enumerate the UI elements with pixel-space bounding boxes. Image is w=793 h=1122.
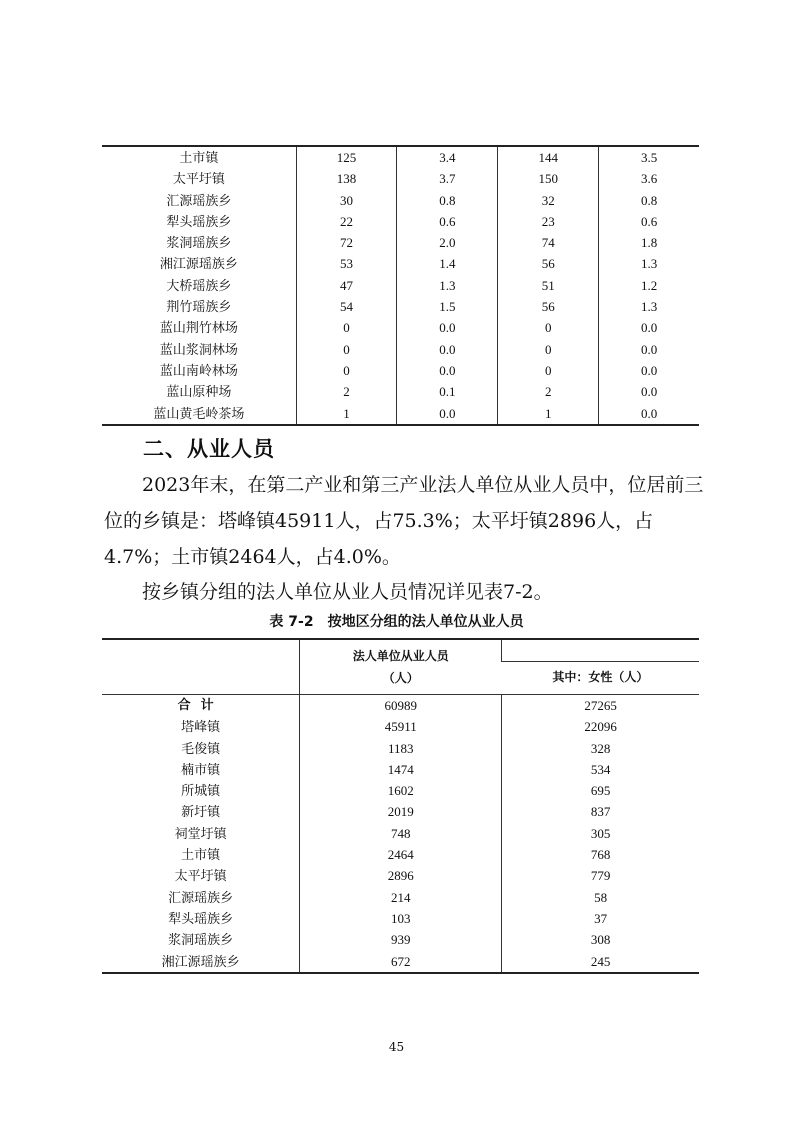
value-cell: 0 — [498, 339, 599, 360]
region-cell: 浆洞瑶族乡 — [168, 932, 234, 948]
value-cell: 534 — [502, 759, 699, 780]
page-number: 45 — [388, 1040, 405, 1054]
value-cell: 1183 — [300, 738, 502, 759]
total-row — [102, 695, 699, 717]
value-cell: 1474 — [300, 759, 502, 780]
value-cell: 0.0 — [599, 381, 699, 402]
value-cell: 0.0 — [599, 339, 699, 360]
table-row — [102, 951, 699, 973]
value-cell: 1.3 — [599, 253, 699, 274]
table-row — [102, 908, 699, 929]
value-cell: 56 — [498, 296, 599, 317]
value-cell: 2896 — [300, 865, 502, 886]
table-row — [102, 738, 699, 759]
value-cell: 74 — [498, 232, 599, 253]
value-cell: 245 — [502, 951, 699, 973]
value-cell: 0 — [296, 339, 397, 360]
value-cell: 305 — [502, 823, 699, 844]
value-cell: 47 — [296, 275, 397, 296]
region-cell: 太平圩镇 — [174, 868, 227, 884]
value-cell: 0.0 — [397, 317, 498, 338]
table-row — [102, 253, 699, 274]
table-row — [102, 339, 699, 360]
table-caption: 表 7-2 按地区分组的法人单位从业人员 — [269, 614, 524, 630]
header-employees — [300, 639, 502, 695]
value-cell: 748 — [300, 823, 502, 844]
region-cell: 蓝山荆竹林场 — [159, 320, 238, 336]
region-cell: 新圩镇 — [181, 804, 221, 820]
value-cell: 53 — [296, 253, 397, 274]
value-cell: 125 — [296, 146, 397, 168]
value-cell: 1.2 — [599, 275, 699, 296]
value-cell: 32 — [498, 190, 599, 211]
section-heading: 二、从业人员 — [143, 437, 275, 461]
value-cell: 54 — [296, 296, 397, 317]
value-cell: 0.0 — [599, 403, 699, 425]
header-female: 其中：女性（人） — [502, 662, 699, 695]
value-cell: 56 — [498, 253, 599, 274]
value-cell: 103 — [300, 908, 502, 929]
value-cell: 0.0 — [397, 339, 498, 360]
region-cell: 大桥瑶族乡 — [166, 277, 232, 293]
value-cell: 0.0 — [397, 403, 498, 425]
value-cell: 1 — [296, 403, 397, 425]
region-cell: 汇源瑶族乡 — [168, 889, 234, 905]
region-cell: 塔峰镇 — [181, 719, 221, 735]
value-cell: 1.3 — [599, 296, 699, 317]
table-row — [102, 759, 699, 780]
region-cell: 浆洞瑶族乡 — [166, 235, 232, 251]
value-cell: 144 — [498, 146, 599, 168]
value-cell: 1.5 — [397, 296, 498, 317]
value-cell: 0.0 — [397, 360, 498, 381]
value-cell: 2019 — [300, 801, 502, 822]
paragraph-reference: 按乡镇分组的法人单位从业人员情况详见表7-2。 — [142, 581, 553, 603]
value-cell: 672 — [300, 951, 502, 973]
value-cell: 60989 — [300, 695, 502, 717]
region-cell: 合计 — [177, 698, 224, 713]
value-cell: 2464 — [300, 844, 502, 865]
value-cell: 3.4 — [397, 146, 498, 168]
value-cell: 1.3 — [397, 275, 498, 296]
region-cell: 蓝山南岭林场 — [159, 362, 238, 378]
table-row — [102, 823, 699, 844]
value-cell: 2 — [498, 381, 599, 402]
region-cell: 楠市镇 — [181, 761, 221, 777]
region-cell: 蓝山黄毛岭茶场 — [153, 405, 245, 421]
table-row — [102, 929, 699, 950]
value-cell: 0 — [498, 360, 599, 381]
region-cell: 汇源瑶族乡 — [166, 192, 232, 208]
region-cell: 荆竹瑶族乡 — [166, 299, 232, 315]
value-cell: 138 — [296, 168, 397, 189]
table-row — [102, 381, 699, 402]
value-cell: 779 — [502, 865, 699, 886]
value-cell: 1 — [498, 403, 599, 425]
value-cell: 695 — [502, 780, 699, 801]
value-cell: 768 — [502, 844, 699, 865]
value-cell: 1.8 — [599, 232, 699, 253]
value-cell: 0.0 — [599, 317, 699, 338]
header-spacer — [502, 639, 699, 662]
value-cell: 22096 — [502, 716, 699, 737]
table-row — [102, 232, 699, 253]
region-cell: 土市镇 — [179, 150, 219, 165]
region-cell: 祠堂圩镇 — [174, 825, 227, 841]
table-row — [102, 146, 699, 168]
value-cell: 939 — [300, 929, 502, 950]
value-cell: 3.7 — [397, 168, 498, 189]
value-cell: 51 — [498, 275, 599, 296]
value-cell: 0.8 — [599, 190, 699, 211]
region-cell: 湘江源瑶族乡 — [161, 953, 240, 969]
table-row — [102, 360, 699, 381]
value-cell: 837 — [502, 801, 699, 822]
value-cell: 2 — [296, 381, 397, 402]
table-row — [102, 190, 699, 211]
value-cell: 72 — [296, 232, 397, 253]
value-cell: 1602 — [300, 780, 502, 801]
region-cell: 湘江源瑶族乡 — [159, 256, 238, 272]
table-row — [102, 716, 699, 737]
table-row — [102, 211, 699, 232]
region-cell: 蓝山浆洞林场 — [159, 341, 238, 357]
value-cell: 1.4 — [397, 253, 498, 274]
value-cell: 0 — [498, 317, 599, 338]
region-cell: 蓝山原种场 — [166, 384, 232, 400]
value-cell: 0 — [296, 360, 397, 381]
value-cell: 214 — [300, 887, 502, 908]
table-row — [102, 168, 699, 189]
value-cell: 0.6 — [599, 211, 699, 232]
paragraph-summary: 2023年末，在第二产业和第三产业法人单位从业人员中，位居前三位的乡镇是：塔峰镇45911人，占75.3%；太平圩镇2896人，占4.7%；土市镇2464人，占4.0%。 — [104, 474, 704, 568]
table-row — [102, 801, 699, 822]
value-cell: 0.8 — [397, 190, 498, 211]
value-cell: 328 — [502, 738, 699, 759]
value-cell: 0 — [296, 317, 397, 338]
region-cell: 土市镇 — [181, 847, 221, 863]
region-cell: 所城镇 — [181, 783, 221, 799]
value-cell: 150 — [498, 168, 599, 189]
value-cell: 30 — [296, 190, 397, 211]
region-cell: 犁头瑶族乡 — [168, 910, 234, 926]
value-cell: 37 — [502, 908, 699, 929]
value-cell: 58 — [502, 887, 699, 908]
table-7-2 — [102, 638, 699, 974]
table-row — [102, 317, 699, 338]
value-cell: 3.6 — [599, 168, 699, 189]
value-cell: 27265 — [502, 695, 699, 717]
table-row — [102, 296, 699, 317]
value-cell: 0.6 — [397, 211, 498, 232]
table-row — [102, 403, 699, 425]
value-cell: 22 — [296, 211, 397, 232]
region-cell: 太平圩镇 — [172, 171, 225, 187]
header-employees-unit: （人） — [382, 671, 419, 685]
table-row — [102, 275, 699, 296]
region-cell: 犁头瑶族乡 — [166, 213, 232, 229]
region-cell: 毛俊镇 — [181, 740, 221, 756]
header-employees-label: 法人单位从业人员 — [352, 649, 449, 663]
table-row — [102, 844, 699, 865]
value-cell: 0.0 — [599, 360, 699, 381]
value-cell: 308 — [502, 929, 699, 950]
value-cell: 45911 — [300, 716, 502, 737]
value-cell: 3.5 — [599, 146, 699, 168]
value-cell: 0.1 — [397, 381, 498, 402]
table-row — [102, 865, 699, 886]
table-row — [102, 887, 699, 908]
header-region — [102, 639, 300, 695]
table-row — [102, 780, 699, 801]
table-7-1-continued — [102, 145, 699, 426]
table-header-row — [102, 639, 699, 662]
value-cell: 2.0 — [397, 232, 498, 253]
value-cell: 23 — [498, 211, 599, 232]
